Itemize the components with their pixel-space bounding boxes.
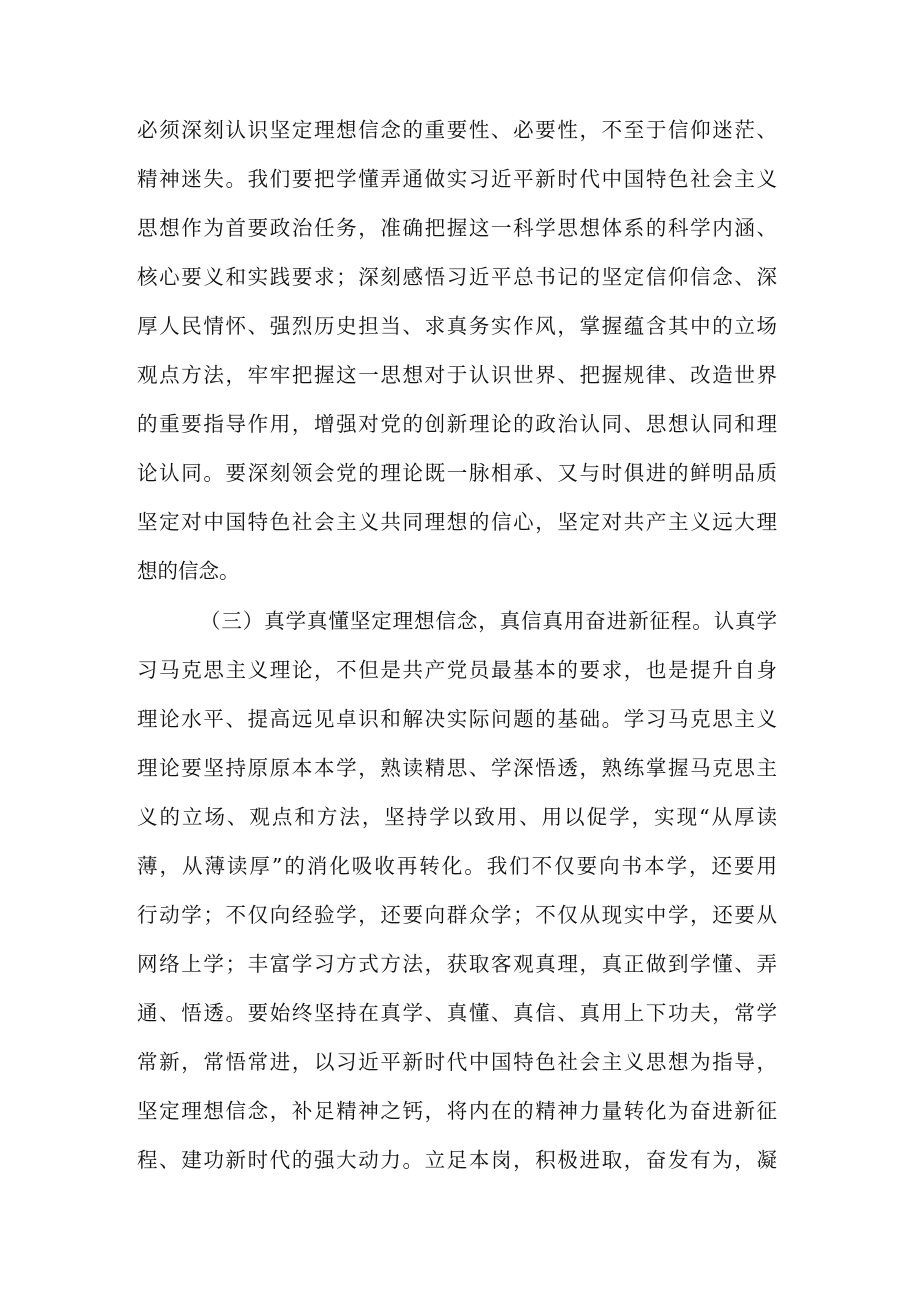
text-line: 理论要坚持原原本本学，熟读精思、学深悟透，熟练掌握马克思主 xyxy=(137,756,777,780)
text-line: 核心要义和实践要求；深刻感悟习近平总书记的坚定信仰信念、深 xyxy=(137,265,777,289)
text-line: 网络上学；丰富学习方式方法，获取客观真理，真正做到学懂、弄 xyxy=(137,952,777,976)
text-line: 精神迷失。我们要把学懂弄通做实习近平新时代中国特色社会主义 xyxy=(137,167,777,191)
text-line: 坚定理想信念，补足精神之钙，将内在的精神力量转化为奋进新征 xyxy=(137,1099,777,1123)
text-line: 想的信念。 xyxy=(137,559,240,583)
text-line: 行动学；不仅向经验学，还要向群众学；不仅从现实中学，还要从 xyxy=(137,903,777,927)
text-line: 的重要指导作用，增强对党的创新理论的政治认同、思想认同和理 xyxy=(137,412,777,436)
text-line: 程、建功新时代的强大动力。立足本岗，积极进取，奋发有为，凝 xyxy=(137,1148,777,1172)
text-line: 习马克思主义理论，不但是共产党员最基本的要求，也是提升自身 xyxy=(137,658,777,682)
text-line: （三）真学真懂坚定理想信念，真信真用奋进新征程。认真学 xyxy=(200,609,777,633)
text-line: 坚定对中国特色社会主义共同理想的信心，坚定对共产主义远大理 xyxy=(137,510,777,534)
text-line: 理论水平、提高远见卓识和解决实际问题的基础。学习马克思主义 xyxy=(137,707,777,731)
text-line: 厚人民情怀、强烈历史担当、求真务实作风，掌握蕴含其中的立场 xyxy=(137,314,777,338)
text-line: 观点方法，牢牢把握这一思想对于认识世界、把握规律、改造世界 xyxy=(137,363,777,387)
text-line: 义的立场、观点和方法，坚持学以致用、用以促学，实现“从厚读 xyxy=(137,805,777,829)
text-line: 薄，从薄读厚”的消化吸收再转化。我们不仅要向书本学，还要用 xyxy=(137,854,777,878)
text-line: 论认同。要深刻领会党的理论既一脉相承、又与时俱进的鲜明品质 xyxy=(137,461,777,485)
text-line: 思想作为首要政治任务，准确把握这一科学思想体系的科学内涵、 xyxy=(137,216,777,240)
text-line: 必须深刻认识坚定理想信念的重要性、必要性，不至于信仰迷茫、 xyxy=(137,118,777,142)
text-line: 常新，常悟常进，以习近平新时代中国特色社会主义思想为指导， xyxy=(137,1050,777,1074)
text-line: 通、悟透。要始终坚持在真学、真懂、真信、真用上下功夫，常学 xyxy=(137,1001,777,1025)
